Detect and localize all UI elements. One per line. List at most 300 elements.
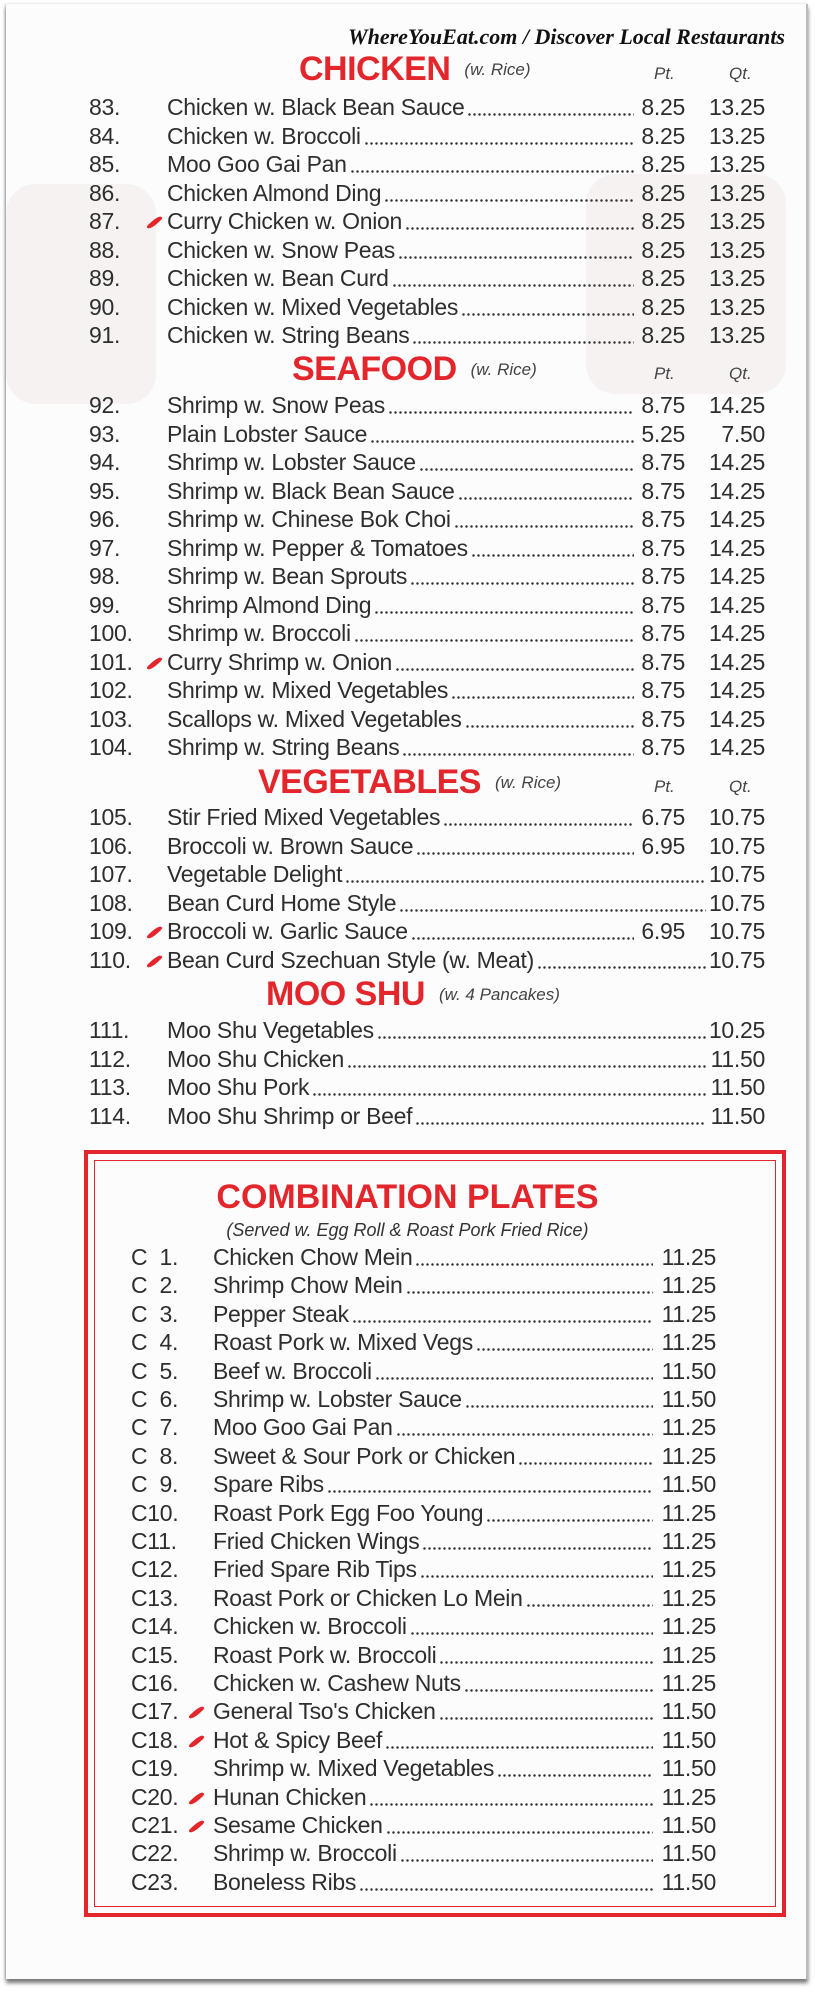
site-header: WhereYouEat.com / Discover Local Restaurants (348, 24, 785, 49)
item-price: 11.50 (661, 1698, 716, 1725)
dot-leader (369, 1783, 653, 1811)
item-number: C 9. (131, 1471, 179, 1498)
item-name: Shrimp Almond Ding (167, 591, 372, 618)
item-name: Beef w. Broccoli (213, 1357, 372, 1384)
section-subtitle: (w. Rice) (464, 59, 531, 79)
dot-leader (467, 93, 634, 121)
combination-subtitle: (Served w. Egg Roll & Roast Pork Fried Rice) (226, 1220, 589, 1240)
item-price: 11.50 (661, 1386, 716, 1412)
item-number: 109. (89, 918, 133, 945)
section-subtitle: (w. Rice) (470, 359, 537, 379)
item-name: Shrimp w. Broccoli (213, 1840, 397, 1867)
item-name-leader (213, 1868, 655, 1896)
quart-price: 13.25 (708, 236, 765, 263)
dot-leader (537, 946, 706, 974)
section-heading-vegetables (258, 763, 561, 802)
dot-leader (465, 705, 634, 733)
quart-price: 10.75 (708, 804, 765, 830)
item-number: C12. (131, 1556, 179, 1583)
item-number: 103. (89, 705, 133, 732)
quart-price: 14.25 (708, 477, 765, 504)
item-name-leader (213, 1754, 655, 1782)
item-name: Chicken w. Mixed Vegetables (167, 293, 459, 320)
item-name-leader (167, 1045, 708, 1073)
item-name: Broccoli w. Brown Sauce (167, 832, 414, 859)
dot-leader (439, 1641, 653, 1669)
pint-column-label: Pt. (654, 364, 675, 383)
quart-price: 10.25 (708, 1017, 765, 1043)
item-number: 111. (89, 1017, 130, 1043)
item-name: Shrimp w. Bean Sprouts (167, 563, 408, 589)
combination-item (0, 1328, 815, 1356)
item-name-leader (167, 917, 636, 945)
menu-item (0, 122, 815, 150)
combination-item (0, 1726, 815, 1754)
quart-price: 10.75 (708, 889, 765, 916)
item-number: 95. (89, 477, 121, 504)
item-name: General Tso's Chicken (213, 1698, 436, 1725)
item-name: Chicken w. Snow Peas (167, 236, 395, 263)
item-name: Pepper Steak (213, 1300, 349, 1327)
item-name: Shrimp w. Lobster Sauce (213, 1386, 462, 1412)
item-number: C19. (131, 1755, 179, 1782)
item-name: Hot & Spicy Beef (213, 1726, 383, 1753)
item-name-leader (213, 1442, 655, 1470)
pint-price: 8.75 (641, 734, 685, 760)
dot-leader (405, 207, 634, 235)
item-name-leader (167, 150, 636, 178)
dot-leader (486, 1499, 653, 1527)
dot-leader (406, 1271, 654, 1299)
item-name: Stir Fried Mixed Vegetables (167, 804, 441, 830)
quart-price: 11.50 (710, 1045, 765, 1072)
combination-item (0, 1754, 815, 1782)
item-name-leader (167, 264, 636, 292)
item-number: C22. (131, 1840, 179, 1867)
pint-price: 8.25 (641, 151, 685, 177)
quart-price: 13.25 (708, 151, 765, 177)
dot-leader (454, 505, 634, 533)
item-name: Chicken Chow Mein (213, 1244, 413, 1270)
item-price: 11.25 (661, 1272, 716, 1299)
item-price: 11.25 (661, 1329, 716, 1356)
item-number: 87. (89, 208, 121, 234)
menu-item (0, 591, 815, 619)
section-title: SEAFOOD (292, 350, 457, 388)
dot-leader (526, 1584, 653, 1612)
section-title: MOO SHU (266, 975, 425, 1013)
item-name: Curry Shrimp w. Onion (167, 648, 393, 675)
combination-title: COMBINATION PLATES (216, 1178, 599, 1216)
item-name: Shrimp w. String Beans (167, 734, 400, 760)
quart-column-label: Qt. (729, 777, 752, 796)
item-name-leader (213, 1811, 655, 1839)
item-name: Bean Curd Szechuan Style (w. Meat) (167, 947, 534, 973)
dot-leader (400, 1839, 653, 1867)
dot-leader (398, 236, 634, 264)
item-number: 88. (89, 236, 121, 263)
section-subtitle: (w. 4 Pancakes) (438, 984, 560, 1004)
dot-leader (386, 1811, 653, 1839)
item-number: 91. (89, 322, 121, 348)
combination-item (0, 1357, 815, 1385)
item-number: C16. (131, 1670, 179, 1696)
quart-price: 14.25 (708, 677, 765, 703)
item-name: Broccoli w. Garlic Sauce (167, 918, 408, 945)
item-name-leader (167, 889, 708, 917)
item-price: 11.50 (661, 1471, 716, 1498)
menu-item (0, 1102, 815, 1130)
dot-leader (422, 1527, 653, 1555)
item-name-leader (213, 1783, 655, 1811)
dot-leader (347, 1045, 706, 1073)
pint-price: 8.75 (641, 591, 685, 618)
item-name: Scallops w. Mixed Vegetables (167, 705, 462, 732)
quart-price: 7.50 (721, 420, 765, 447)
dot-leader (518, 1442, 653, 1470)
dot-leader (327, 1470, 653, 1498)
combination-item (0, 1300, 815, 1328)
item-number: 107. (89, 861, 133, 888)
item-name-leader (167, 676, 636, 704)
quart-price: 13.25 (708, 322, 765, 348)
item-name-leader (167, 477, 636, 505)
dot-leader (392, 264, 634, 292)
dot-leader (364, 122, 634, 150)
item-number: C20. (131, 1783, 179, 1810)
item-name: Bean Curd Home Style (167, 889, 397, 916)
item-name: Shrimp w. Chinese Bok Choi (167, 506, 451, 532)
item-name-leader (213, 1584, 655, 1612)
item-name: Vegetable Delight (167, 861, 343, 888)
quart-price: 14.25 (708, 506, 765, 532)
item-name: Chicken Almond Ding (167, 179, 382, 206)
dot-leader (410, 1612, 653, 1640)
pint-price: 8.25 (641, 293, 685, 320)
dot-leader (476, 1328, 653, 1356)
dot-leader (412, 321, 634, 349)
quart-column-label: Qt. (729, 64, 752, 83)
item-name: Shrimp w. Snow Peas (167, 392, 386, 418)
quart-price: 13.25 (708, 94, 765, 120)
item-name: Shrimp w. Lobster Sauce (167, 449, 416, 475)
menu-item (0, 505, 815, 533)
menu-item (0, 293, 815, 321)
pint-price: 8.25 (641, 179, 685, 206)
quart-price: 14.25 (708, 705, 765, 732)
quart-price: 13.25 (708, 208, 765, 234)
dot-leader (411, 917, 634, 945)
item-price: 11.50 (661, 1868, 716, 1895)
dot-leader (350, 150, 634, 178)
item-number: C 2. (131, 1272, 179, 1299)
menu-item (0, 179, 815, 207)
combination-item (0, 1555, 815, 1583)
quart-price: 13.25 (708, 265, 765, 291)
chili-pepper-icon (188, 1791, 205, 1806)
dot-leader (443, 803, 634, 831)
combination-item (0, 1868, 815, 1896)
combination-item (0, 1527, 815, 1555)
item-name: Chicken w. Black Bean Sauce (167, 94, 465, 120)
item-price: 11.50 (661, 1840, 716, 1867)
item-name-leader (167, 321, 636, 349)
item-price: 11.25 (661, 1499, 716, 1526)
pint-price: 6.95 (641, 832, 685, 859)
combination-item (0, 1811, 815, 1839)
item-name: Moo Goo Gai Pan (213, 1414, 393, 1441)
dot-leader (410, 562, 634, 590)
quart-price: 13.25 (708, 122, 765, 149)
pint-price: 8.75 (641, 449, 685, 475)
item-name-leader (213, 1612, 655, 1640)
menu-item (0, 733, 815, 761)
menu-item (0, 420, 815, 448)
item-number: 86. (89, 179, 121, 206)
dot-leader (464, 1669, 653, 1697)
item-number: 113. (89, 1074, 131, 1100)
dot-leader (396, 1413, 653, 1441)
item-name: Shrimp w. Pepper & Tomatoes (167, 534, 468, 561)
item-number: C13. (131, 1584, 179, 1611)
quart-price: 10.75 (708, 947, 765, 973)
dot-leader (377, 1016, 706, 1044)
dot-leader (497, 1754, 653, 1782)
quart-price: 13.25 (708, 179, 765, 206)
item-number: 99. (89, 591, 121, 618)
menu-item (0, 1045, 815, 1073)
pint-price: 8.75 (641, 477, 685, 504)
item-price: 11.25 (661, 1300, 716, 1327)
item-name: Chicken w. String Beans (167, 322, 410, 348)
menu-item (0, 619, 815, 647)
pint-price: 8.25 (641, 94, 685, 120)
combination-item (0, 1612, 815, 1640)
quart-price: 10.75 (708, 918, 765, 945)
dot-leader (354, 619, 634, 647)
item-number: C 6. (131, 1386, 179, 1412)
item-name-leader (213, 1839, 655, 1867)
menu-item (0, 860, 815, 888)
item-name-leader (167, 505, 636, 533)
item-name: Chicken w. Broccoli (213, 1613, 407, 1640)
item-name: Roast Pork w. Mixed Vegs (213, 1329, 473, 1356)
combination-item (0, 1669, 815, 1697)
chili-pepper-icon (146, 954, 163, 969)
dot-leader (402, 733, 634, 761)
section-heading-seafood (292, 350, 537, 389)
combination-item (0, 1641, 815, 1669)
menu-item (0, 477, 815, 505)
dot-leader (416, 832, 634, 860)
item-name-leader (213, 1470, 655, 1498)
dot-leader (359, 1868, 653, 1896)
dot-leader (345, 860, 706, 888)
menu-item (0, 889, 815, 917)
item-name-leader (167, 236, 636, 264)
section-title: VEGETABLES (258, 763, 481, 801)
dot-leader (395, 648, 634, 676)
item-name: Shrimp w. Broccoli (167, 620, 351, 646)
chili-pepper-icon (146, 926, 163, 941)
item-number: C 8. (131, 1442, 179, 1469)
pint-column-label: Pt. (654, 777, 675, 796)
item-name-leader (167, 860, 708, 888)
pint-column-label: Pt. (654, 64, 675, 83)
dot-leader (461, 293, 634, 321)
dot-leader (374, 591, 634, 619)
pint-price: 8.75 (641, 677, 685, 703)
item-name-leader (167, 946, 708, 974)
item-name-leader (167, 648, 636, 676)
dot-leader (384, 179, 634, 207)
menu-item (0, 917, 815, 945)
item-number: C 4. (131, 1329, 179, 1356)
item-name: Shrimp w. Mixed Vegetables (213, 1755, 495, 1782)
item-name-leader (167, 122, 636, 150)
item-number: 94. (89, 449, 121, 475)
pint-price: 8.75 (641, 534, 685, 561)
item-name-leader (167, 420, 636, 448)
menu-item (0, 534, 815, 562)
item-name: Moo Shu Chicken (167, 1045, 345, 1072)
item-name: Roast Pork or Chicken Lo Mein (213, 1584, 523, 1611)
item-name-leader (213, 1328, 655, 1356)
combination-item (0, 1470, 815, 1498)
combination-item (0, 1385, 815, 1413)
chili-pepper-icon (188, 1819, 205, 1834)
item-name: Sesame Chicken (213, 1812, 383, 1838)
item-name: Spare Ribs (213, 1471, 324, 1498)
item-name: Fried Chicken Wings (213, 1528, 420, 1554)
item-name-leader (213, 1697, 655, 1725)
item-name-leader (167, 619, 636, 647)
item-name: Moo Shu Pork (167, 1074, 310, 1100)
menu-item (0, 207, 815, 235)
combination-item (0, 1584, 815, 1612)
dot-leader (385, 1726, 653, 1754)
item-name-leader (167, 534, 636, 562)
item-number: 92. (89, 392, 121, 418)
combination-item (0, 1697, 815, 1725)
menu-item (0, 803, 815, 831)
item-name: Shrimp w. Mixed Vegetables (167, 677, 449, 703)
quart-price: 14.25 (708, 648, 765, 675)
item-name-leader (213, 1357, 655, 1385)
menu-item (0, 321, 815, 349)
item-name: Curry Chicken w. Onion (167, 208, 402, 234)
combination-item (0, 1783, 815, 1811)
quart-price: 11.50 (710, 1074, 765, 1100)
item-name-leader (213, 1527, 655, 1555)
dot-leader (352, 1300, 653, 1328)
item-name-leader (167, 1016, 708, 1044)
item-name-leader (167, 448, 636, 476)
item-price: 11.25 (661, 1556, 716, 1583)
dot-leader (471, 534, 634, 562)
menu-item (0, 391, 815, 419)
item-number: 104. (89, 734, 133, 760)
item-number: C14. (131, 1613, 179, 1640)
item-name-leader (167, 733, 636, 761)
combination-item (0, 1839, 815, 1867)
dot-leader (375, 1357, 653, 1385)
item-name: Shrimp Chow Mein (213, 1272, 403, 1299)
item-name: Chicken w. Cashew Nuts (213, 1670, 461, 1696)
item-name-leader (213, 1499, 655, 1527)
item-number: 105. (89, 804, 133, 830)
item-price: 11.50 (661, 1755, 716, 1782)
menu-item (0, 562, 815, 590)
item-name-leader (213, 1271, 655, 1299)
item-name: Boneless Ribs (213, 1868, 357, 1895)
quart-column-label: Qt. (729, 364, 752, 383)
pint-price: 5.25 (641, 420, 685, 447)
menu-item (0, 676, 815, 704)
menu-item (0, 264, 815, 292)
dot-leader (312, 1073, 706, 1101)
dot-leader (439, 1697, 653, 1725)
quart-price: 14.25 (708, 534, 765, 561)
item-name: Moo Shu Shrimp or Beef (167, 1102, 413, 1129)
combination-item (0, 1243, 815, 1271)
section-title: CHICKEN (299, 50, 451, 88)
menu-item (0, 946, 815, 974)
dot-leader (399, 889, 706, 917)
item-price: 11.25 (661, 1414, 716, 1441)
item-number: C10. (131, 1499, 179, 1526)
item-name-leader (167, 179, 636, 207)
quart-price: 11.50 (710, 1102, 765, 1129)
chili-pepper-icon (188, 1706, 205, 1721)
pint-price: 8.75 (641, 648, 685, 675)
item-number: C21. (131, 1812, 179, 1838)
pint-price: 8.25 (641, 265, 685, 291)
item-name: Roast Pork Egg Foo Young (213, 1499, 484, 1526)
quart-price: 14.25 (708, 620, 765, 646)
item-name: Roast Pork w. Broccoli (213, 1641, 437, 1668)
item-name-leader (213, 1413, 655, 1441)
item-number: C 7. (131, 1414, 179, 1441)
item-price: 11.25 (661, 1613, 716, 1640)
dot-leader (415, 1243, 653, 1271)
item-name-leader (167, 293, 636, 321)
item-number: C 5. (131, 1357, 179, 1384)
combination-item (0, 1499, 815, 1527)
item-name-leader (167, 93, 636, 121)
item-name: Chicken w. Broccoli (167, 122, 361, 149)
item-number: 110. (89, 947, 131, 973)
dot-leader (415, 1102, 706, 1130)
item-number: 102. (89, 677, 133, 703)
quart-price: 10.75 (708, 861, 765, 888)
item-number: 97. (89, 534, 121, 561)
menu-item (0, 448, 815, 476)
pint-price: 8.75 (641, 506, 685, 532)
item-number: 85. (89, 151, 121, 177)
pint-price: 8.75 (641, 705, 685, 732)
item-price: 11.25 (661, 1244, 716, 1270)
combination-item (0, 1442, 815, 1470)
section-subtitle: (w. Rice) (494, 772, 562, 792)
item-price: 11.50 (661, 1726, 716, 1753)
pint-price: 8.25 (641, 322, 685, 348)
item-number: 114. (89, 1102, 131, 1129)
pint-price: 8.25 (641, 122, 685, 149)
item-number: 84. (89, 122, 121, 149)
menu-item (0, 150, 815, 178)
item-name-leader (213, 1726, 655, 1754)
